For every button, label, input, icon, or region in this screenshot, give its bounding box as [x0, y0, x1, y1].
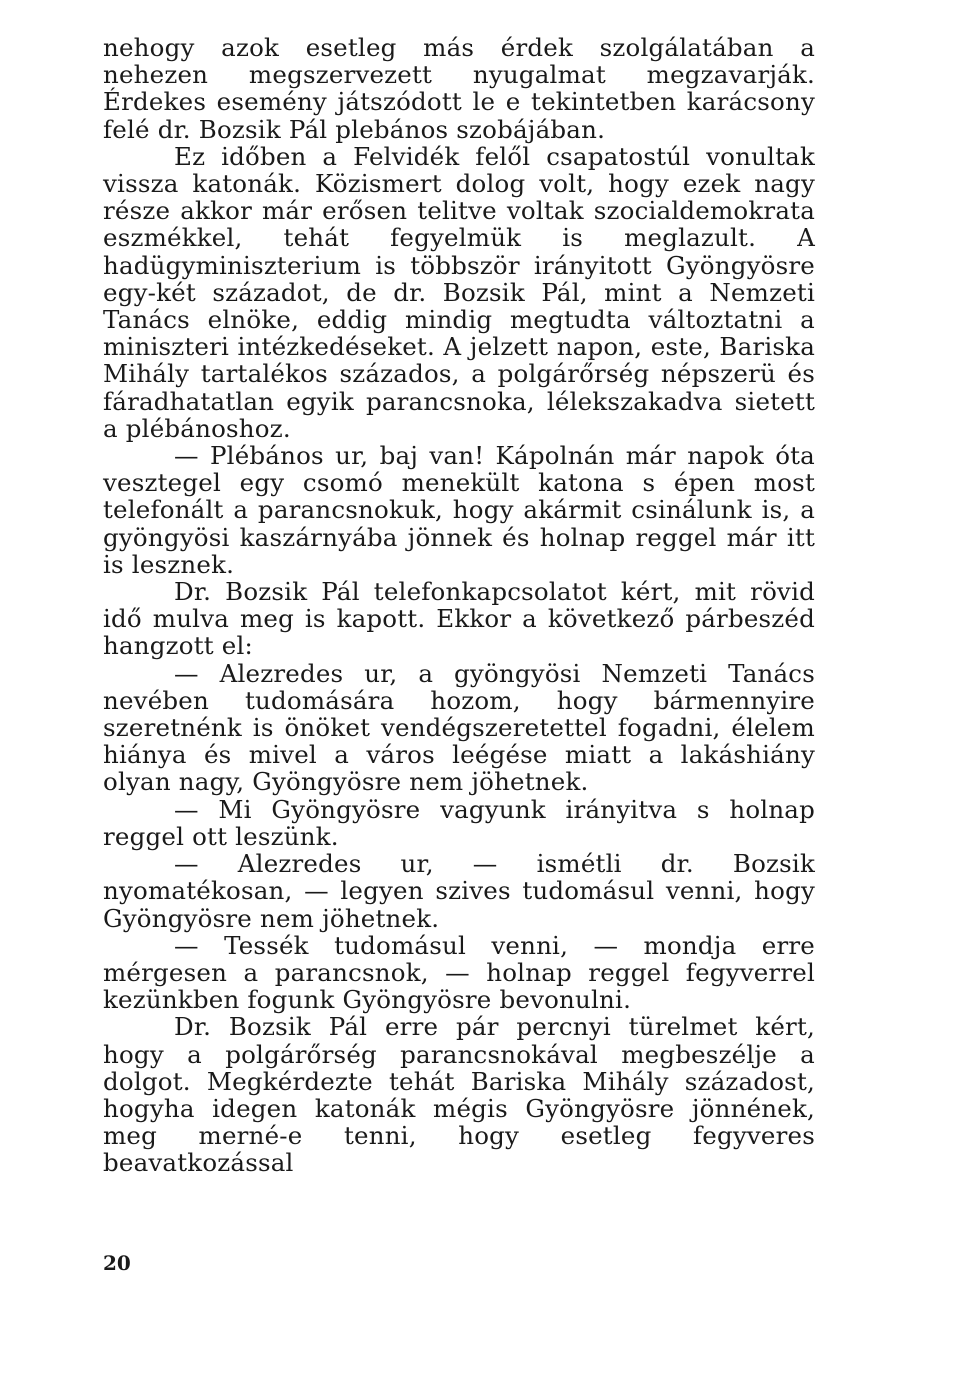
paragraph-dialogue-council: — Alezredes ur, a gyöngyösi Nemzeti Tanács nevében tudomására hozom, hogy bármennyire szeretnénk is önöket vendégszeretettel fogadni, élelem hiánya és mivel a város leégése miatt a lakáshiány olyan nagy, Gyöngyösre nem jöhetnek. — [103, 658, 815, 797]
paragraph-soldiers: Ez időben a Felvidék felől csapatostúl vonultak vissza katonák. Közismert dolog volt, hogy ezek nagy része akkor már erősen telitve voltak szocialdemokrata eszmékkel, tehát fegyelmük is meglazult. A hadügyminiszterium is többször irányitott Gyöngyösre egy-két századot, de dr. Bozsik Pál, mint a Nemzeti Tanács elnöke, eddig mindig megtudta változtatni a miniszteri intézkedéseket. A jelzett napon, este, Bariska Mihály tartalékos százados, a polgárőrség népszerü és fáradhatatlan egyik parancsnoka, lélekszakadva sietett a plébánoshoz. — [103, 141, 815, 443]
paragraph-dialogue-reply: — Mi Gyöngyösre vagyunk irányitva s holnap reggel ott leszünk. — [103, 794, 815, 851]
paragraph-continuation: nehogy azok esetleg más érdek szolgálatában a nehezen megszervezett nyugalmat megzavarják. Érdekes esemény játszódott le e tekintetben karácsony felé dr. Bozsik Pál plebános szobájában. — [103, 33, 815, 144]
paragraph-telephone: Dr. Bozsik Pál telefonkapcsolatot kért, mit rövid idő mulva meg is kapott. Ekkor a következő párbeszéd hangzott el: — [103, 577, 815, 661]
page-number: 20 — [103, 1251, 131, 1275]
paragraph-dialogue-repeat: — Alezredes ur, — ismétli dr. Bozsik nyomatékosan, — legyen szives tudomásul venni, hogy Gyöngyösre nem jöhetnek. — [103, 849, 815, 933]
page-text — [103, 34, 815, 1177]
paragraph-conclusion: Dr. Bozsik Pál erre pár percnyi türelmet kért, hogy a polgárőrség parancsnokával megbeszélje a dolgot. Megkérdezte tehát Bariska Mihály századost, hogyha idegen katonák mégis Gyöngyösre jönnének, meg merné-e tenni, hogy esetleg fegyveres beavatkozással — [103, 1012, 815, 1178]
paragraph-dialogue-threat: — Tessék tudomásul venni, — mondja erre mérgesen a parancsnok, — holnap reggel fegyverrel kezünkben fogunk Gyöngyösre bevonulni. — [103, 930, 815, 1015]
paragraph-dialogue-warning: — Plébános ur, baj van! Kápolnán már napok óta vesztegel egy csomó menekült katona s épen most telefonált a parancsnokuk, hogy akármit csinálunk is, a gyöngyösi kaszárnyába jönnek és holnap reggel már itt is lesznek. — [103, 441, 815, 579]
